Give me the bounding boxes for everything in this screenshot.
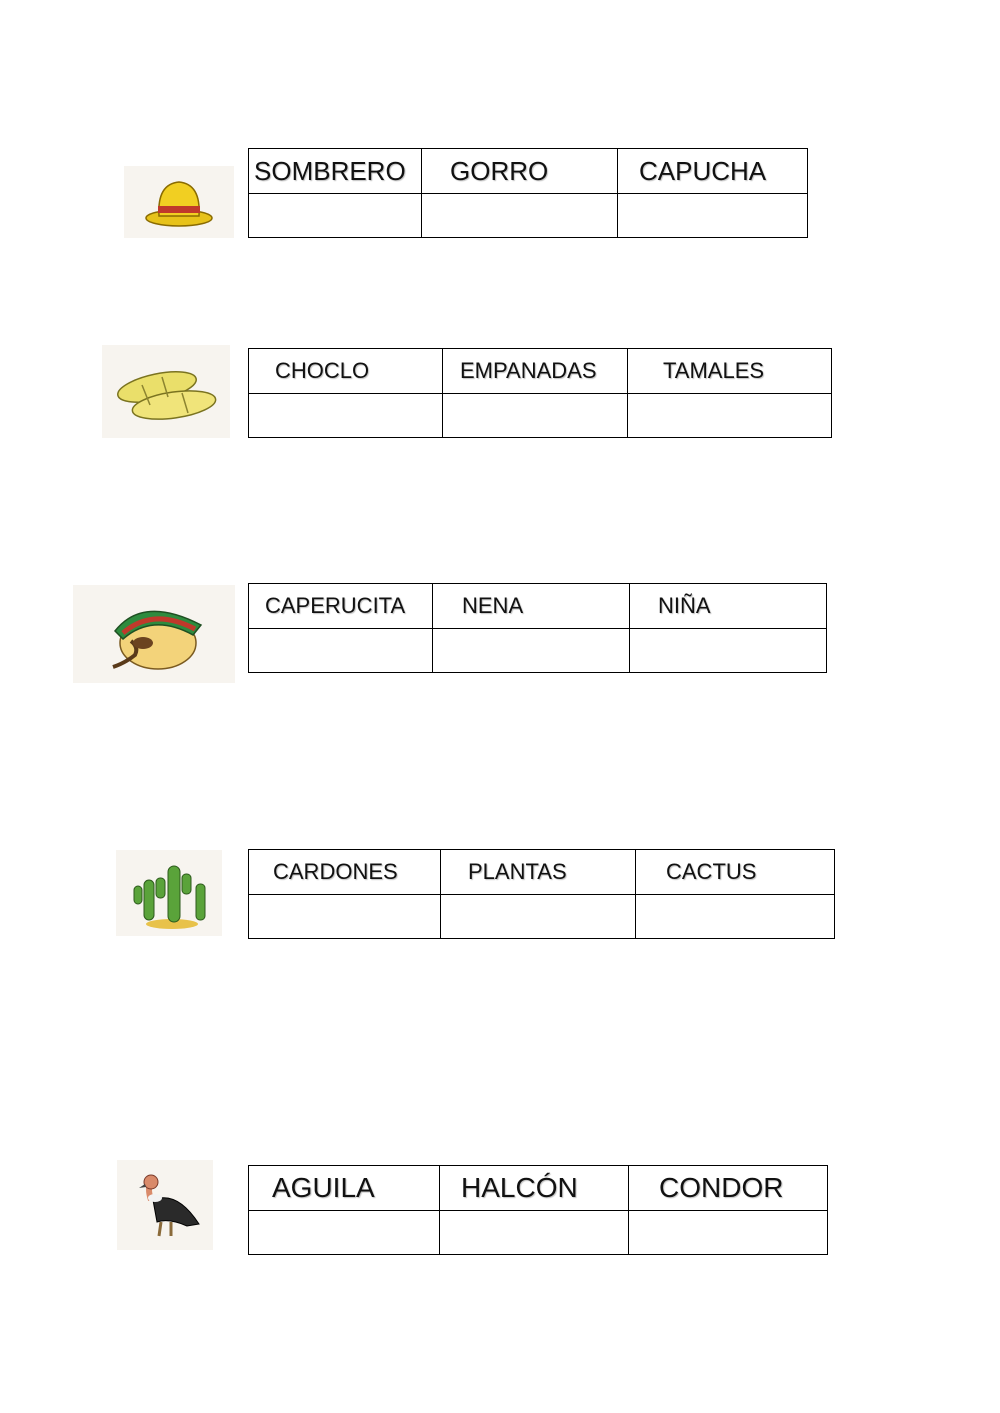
answer-cell[interactable]: [422, 194, 618, 238]
answer-cell[interactable]: [249, 194, 422, 238]
hat-icon: [124, 166, 234, 238]
cactus-icon: [116, 850, 222, 936]
word-option[interactable]: AGUILA: [249, 1166, 440, 1211]
word-table-hat: [248, 148, 808, 238]
answer-cell[interactable]: [630, 629, 827, 673]
word-option[interactable]: PLANTAS: [441, 850, 636, 895]
girl-with-hat-icon: [73, 585, 235, 683]
girl-picture: [73, 585, 235, 683]
answer-cell[interactable]: [443, 394, 628, 438]
word-table-tamales: [248, 348, 832, 438]
answer-cell[interactable]: [249, 1211, 440, 1255]
answer-cell[interactable]: [618, 194, 808, 238]
answer-cell[interactable]: [249, 394, 443, 438]
hat-picture: [124, 166, 234, 238]
answer-cell[interactable]: [636, 895, 835, 939]
word-option[interactable]: CHOCLO: [249, 349, 443, 394]
word-option[interactable]: CACTUS: [636, 850, 835, 895]
answer-cell[interactable]: [249, 895, 441, 939]
word-option[interactable]: HALCÓN: [440, 1166, 629, 1211]
word-option[interactable]: TAMALES: [628, 349, 832, 394]
word-table-condor: [248, 1165, 828, 1255]
answer-cell[interactable]: [440, 1211, 629, 1255]
word-option[interactable]: NIÑA: [630, 584, 827, 629]
condor-picture: [117, 1160, 213, 1250]
answer-cell[interactable]: [249, 629, 433, 673]
cactus-picture: [116, 850, 222, 936]
condor-icon: [117, 1160, 213, 1250]
word-option[interactable]: CAPERUCITA: [249, 584, 433, 629]
word-option[interactable]: CARDONES: [249, 850, 441, 895]
word-table-girl: [248, 583, 827, 673]
answer-cell[interactable]: [628, 394, 832, 438]
word-option[interactable]: EMPANADAS: [443, 349, 628, 394]
word-option[interactable]: NENA: [433, 584, 630, 629]
answer-cell[interactable]: [433, 629, 630, 673]
answer-cell[interactable]: [629, 1211, 828, 1255]
word-table-cactus: [248, 849, 835, 939]
word-option[interactable]: SOMBRERO: [249, 149, 422, 194]
tamales-picture: [102, 345, 230, 438]
word-option[interactable]: CAPUCHA: [618, 149, 808, 194]
word-option[interactable]: CONDOR: [629, 1166, 828, 1211]
answer-cell[interactable]: [441, 895, 636, 939]
word-option[interactable]: GORRO: [422, 149, 618, 194]
tamales-icon: [102, 345, 230, 438]
